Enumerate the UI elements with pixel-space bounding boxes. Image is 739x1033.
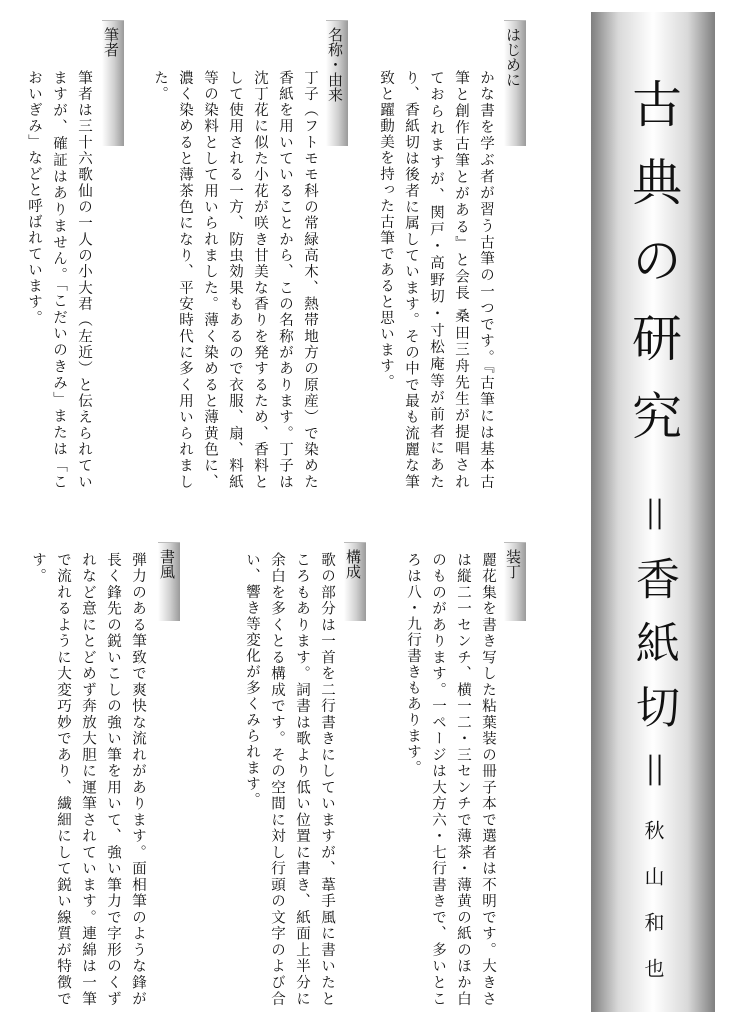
section-text-structure: 歌の部分は一首を二行書きにしていますが、葦手風に書いたところもあります。詞書は歌より低い位置に書き、紙面上半分に余白を多くとる構成です。その空間に対し行頭の文字のよび合い、響き等変化が多くみられます。	[244, 552, 335, 1007]
section-heading-style	[158, 542, 180, 621]
section-text-binding: 麗花集を書き写した粘葉装の冊子本で選者は不明です。大きさは縦二一センチ、横一二・三センチで薄茶・薄黄の紙のほか白のものがあります。一ページは大方六・七行書きで、多いところは八・九行書きもあります。	[405, 552, 496, 1007]
section-heading-structure	[344, 542, 366, 621]
section-heading-origin	[326, 20, 348, 146]
section-heading-writer	[102, 20, 124, 146]
section-heading-intro-label: はじめに	[504, 27, 522, 87]
section-heading-intro	[504, 20, 526, 146]
section-text-intro: かな書を学ぶ者が習う古筆の一つです。『古筆には基本古筆と創作古筆とがある』と会長 桑田三舟先生が提唱されておられますが、関戸・高野切・寸松庵等が前者にあたり、香紙切は後者に属しています。その中で最も流麗な筆致と躍動美を持った古筆であると思います。	[378, 70, 494, 490]
section-heading-binding	[504, 542, 526, 621]
page-subtitle: ＝香紙切＝	[628, 492, 679, 812]
section-text-writer: 筆者は三十六歌仙の一人の小大君（左近）と伝えられていますが、確証はありません。「こだいのきみ」または「こおいぎみ」などと呼ばれています。	[26, 70, 92, 490]
section-heading-style-label: 書風	[158, 549, 176, 579]
section-heading-structure-label: 構成	[344, 549, 362, 579]
title-band	[591, 12, 715, 1012]
author-name: 秋山和也	[641, 820, 665, 1004]
section-heading-writer-label: 筆者	[102, 27, 120, 57]
section-text-style: 弾力のある筆致で爽快な流れがあります。面相筆のような鋒が長く鋒先の鋭いこしの強い筆を用いて、強い筆力で字形のくずれなど意にとどめず奔放大胆に運筆されています。連綿は一筆で流れるように大変巧妙であり、繊細にして鋭い線質が特徴です。	[30, 552, 146, 1007]
section-heading-origin-label: 名称・由来	[326, 27, 344, 102]
page-title: 古典の研究	[624, 78, 682, 468]
section-text-origin: 丁子（フトモモ科の常緑高木、熱帯地方の原産）で染めた香紙を用いていることから、この名称があります。丁子は沈丁花に似た小花が咲き甘美な香りを発するため、香料として使用される一方、防虫効果もあるので衣服、扇、料紙等の染料として用いられました。薄く染めると薄黄色に、濃く染めると薄茶色になり、平安時代に多く用いられました。	[152, 70, 318, 490]
section-heading-binding-label: 装丁	[504, 549, 522, 579]
